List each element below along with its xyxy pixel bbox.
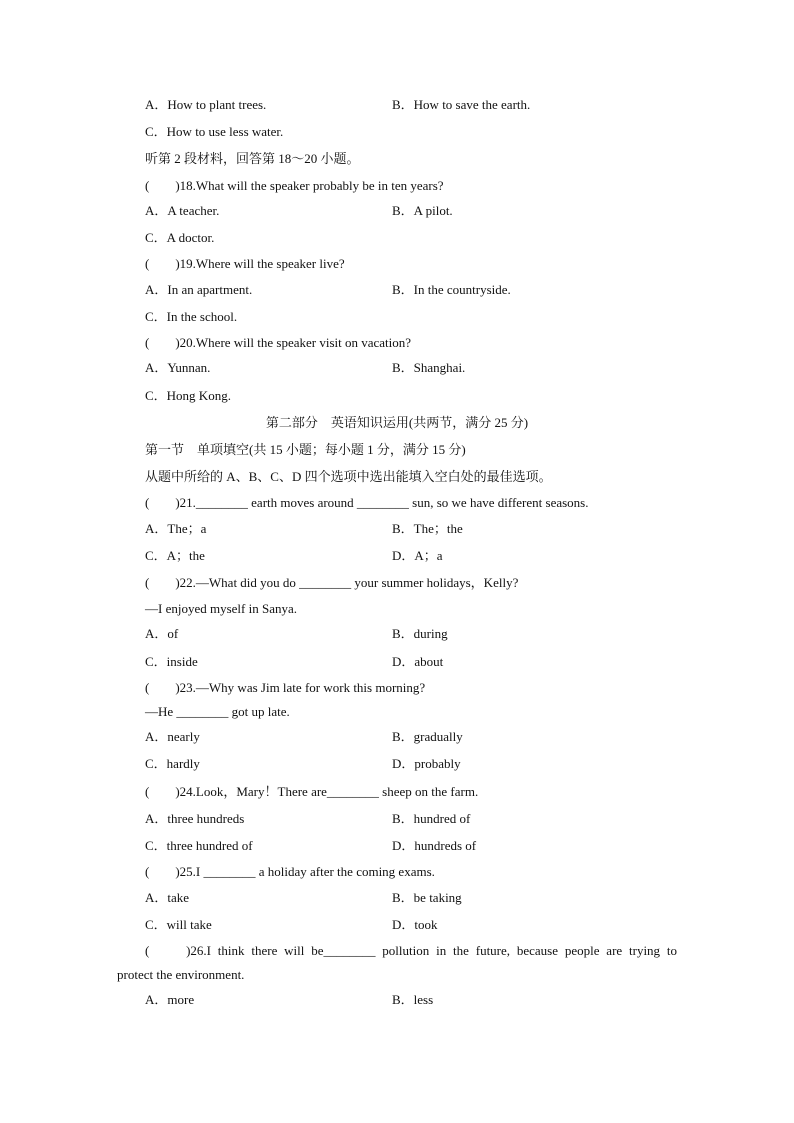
option-d: D．A；a: [392, 548, 443, 563]
option-c: C．A；the: [145, 548, 205, 563]
section-instruction: 听第 2 段材料，回答第 18～20 小题。: [145, 151, 360, 166]
option-c: C．A doctor.: [145, 230, 215, 245]
dialogue-response: —He ________ got up late.: [145, 704, 290, 719]
option-d: D．hundreds of: [392, 838, 477, 853]
option-a: A．take: [145, 890, 190, 905]
question-25: ( )25.I ________ a holiday after the coming exams.: [145, 864, 435, 879]
option-c: C．Hong Kong.: [145, 388, 231, 403]
question-20: ( )20.Where will the speaker visit on vacation?: [145, 335, 412, 350]
question-26-continued: protect the environment.: [117, 967, 245, 982]
option-c: C．three hundred of: [145, 838, 253, 853]
option-c: C．inside: [145, 654, 198, 669]
option-a: A．of: [145, 626, 179, 641]
option-b: B．gradually: [392, 729, 463, 744]
option-a: A．How to plant trees.: [145, 97, 267, 112]
question-24: ( )24.Look，Mary！There are________ sheep on the farm.: [145, 784, 479, 799]
option-b: B．The；the: [392, 521, 463, 536]
option-a: A．A teacher.: [145, 203, 220, 218]
question-26: ( )26.I think there will be________ pollution in the future, because people are trying to: [145, 943, 677, 958]
option-a: A．The；a: [145, 521, 207, 536]
option-d: D．took: [392, 917, 438, 932]
option-c: C．How to use less water.: [145, 124, 284, 139]
option-c: C．hardly: [145, 756, 200, 771]
question-21: ( )21.________ earth moves around ________ sun, so we have different seasons.: [145, 495, 589, 510]
option-c: C．will take: [145, 917, 212, 932]
option-a: A．more: [145, 992, 195, 1007]
option-c: C．In the school.: [145, 309, 238, 324]
option-d: D．about: [392, 654, 444, 669]
question-23: ( )23.—Why was Jim late for work this morning?: [145, 680, 426, 695]
question-22: ( )22.—What did you do ________ your summer holidays，Kelly?: [145, 575, 519, 590]
section-heading: 第一节 单项填空(共 15 小题；每小题 1 分，满分 15 分): [145, 442, 466, 457]
option-b: B．less: [392, 992, 434, 1007]
option-b: B．during: [392, 626, 448, 641]
option-a: A．three hundreds: [145, 811, 245, 826]
option-b: B．How to save the earth.: [392, 97, 531, 112]
option-d: D．probably: [392, 756, 461, 771]
question-18: ( )18.What will the speaker probably be in ten years?: [145, 178, 444, 193]
option-b: B．be taking: [392, 890, 462, 905]
question-19: ( )19.Where will the speaker live?: [145, 256, 345, 271]
option-b: B．A pilot.: [392, 203, 453, 218]
part-heading: 第二部分 英语知识运用(共两节，满分 25 分): [265, 415, 529, 430]
option-b: B．Shanghai.: [392, 360, 466, 375]
option-a: A．nearly: [145, 729, 200, 744]
dialogue-response: —I enjoyed myself in Sanya.: [145, 601, 297, 616]
option-a: A．Yunnan.: [145, 360, 211, 375]
option-b: B．In the countryside.: [392, 282, 511, 297]
option-b: B．hundred of: [392, 811, 471, 826]
option-a: A．In an apartment.: [145, 282, 253, 297]
section-instruction: 从题中所给的 A、B、C、D 四个选项中选出能填入空白处的最佳选项。: [145, 469, 552, 484]
